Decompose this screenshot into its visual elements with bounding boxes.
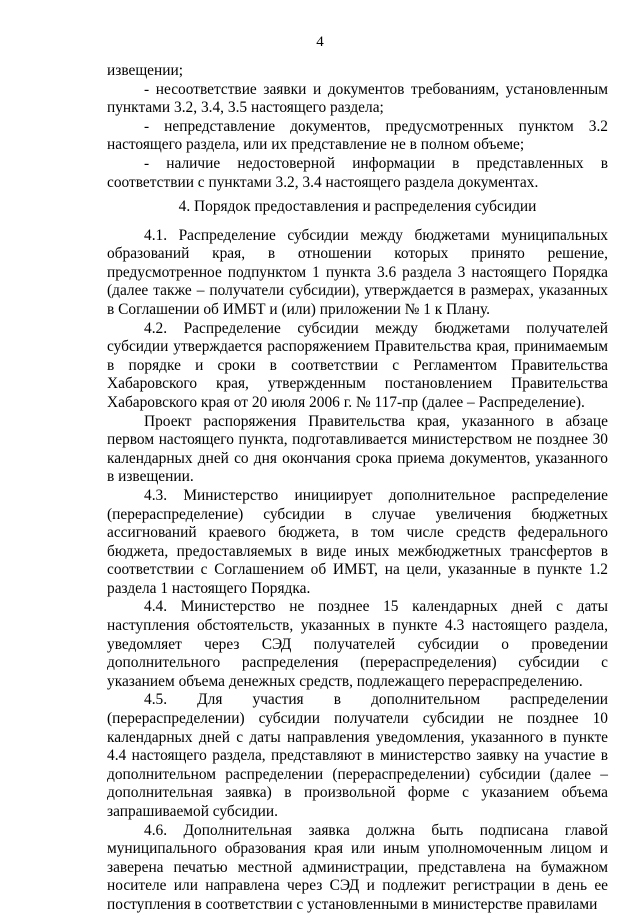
section-4 [107,198,608,915]
paragraph-4-4: 4.4. Министерство не позднее 15 календарных дней с даты наступления обстоятельств, указанных в пункте 4.3 настоящего раздела, уведомляет через СЭД получателей субсидии о проведении дополнительного распределения (перераспределения) субсидии с указанием объема денежных средств, подлежащего перераспределению. [107,598,608,690]
list-item-continuation: извещении; [107,62,183,79]
paragraph-4-2-draft: Проект распоряжения Правительства края, указанного в абзаце первом настоящего пункта, подготавливается министерством не позднее 30 календарных дней со дня окончания срока приема документов, указанного в извещении. [107,412,608,486]
paragraph-4-6: 4.6. Дополнительная заявка должна быть подписана главой муниципального образования края или иным уполномоченным лицом и заверена печатью местной администрации, представлена на бумажном носителе или направлена через СЭД и подлежит регистрации в день ее поступления в соответствии с установленными в министерстве правилами [107,821,608,913]
section-heading: 4. Порядок предоставления и распределения субсидии [178,198,537,215]
paragraph-4-3: 4.3. Министерство инициирует дополнительное распределение (перераспределение) субсидии в случае увеличения бюджетных ассигнований краевого бюджета, в том числе средств федерального бюджета, предоставляемых в виде иных межбюджетных трансфертов в соответствии с Соглашением об ИМБТ, на цели, указанные в пункте 1.2 раздела 1 настоящего Порядка. [107,486,608,597]
page-number: 4 [316,34,324,50]
paragraph-4-2: 4.2. Распределение субсидии между бюджетами получателей субсидии утверждается распоряжением Правительства края, принимаемым в порядке и сроки в соответствии с Регламентом Правительства Хабаровского края, утвержденным постановлением Правительства Хабаровского края от 20 июля 2006 г. № 117-пр (далее – Распределение). [107,319,608,411]
paragraph-4-1: 4.1. Распределение субсидии между бюджетами муниципальных образований края, в отношении которых принято решение, предусмотренное подпунктом 1 пункта 3.6 раздела 3 настоящего Порядка (далее также – получатели субсидии), утверждается в размерах, указанных в Соглашении об ИМБТ и (или) приложении № 1 к Плану. [107,226,608,318]
list-item: - наличие недостоверной информации в представленных в соответствии с пунктами 3.2, 3.4 настоящего раздела документах. [107,154,608,191]
list-item: - несоответствие заявки и документов требованиям, установленным пунктами 3.2, 3.4, 3.5 настоящего раздела; [107,80,608,117]
list-item: - непредставление документов, предусмотренных пунктом 3.2 настоящего раздела, или их представление не в полном объеме; [107,117,608,154]
rejection-reasons-list [107,62,608,192]
paragraph-4-5: 4.5. Для участия в дополнительном распределении (перераспределении) субсидии получатели субсидии не позднее 10 календарных дней с даты направления уведомления, указанного в пункте 4.4 настоящего раздела, представляют в министерство заявку на участие в дополнительном распределении (перераспределении) субсидии (далее – дополнительная заявка) в произвольной форме с указанием объема запрашиваемой субсидии. [107,691,608,820]
